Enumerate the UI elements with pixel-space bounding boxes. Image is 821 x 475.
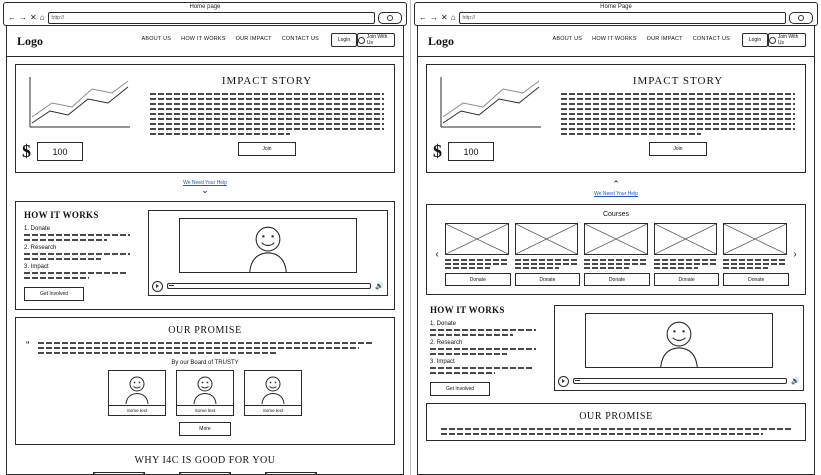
courses-list <box>445 223 787 286</box>
back-arrow-icon[interactable]: ← <box>419 12 427 22</box>
join-with-us-button[interactable]: Join With Us <box>357 33 395 47</box>
page-canvas-left <box>6 26 404 475</box>
how-it-works-title: HOW IT WORKS <box>430 305 505 315</box>
site-header <box>418 26 814 57</box>
volume-icon[interactable]: 🔊 <box>791 377 800 385</box>
course-card[interactable] <box>445 223 509 286</box>
step-2-label: 2. Research <box>24 245 57 251</box>
donation-amount-row <box>433 141 494 162</box>
currency-symbol: $ <box>22 141 31 161</box>
nav-item-our-impact[interactable]: OUR IMPACT <box>646 36 683 42</box>
how-it-works-section <box>426 305 806 396</box>
our-promise-title: OUR PROMISE <box>168 325 242 336</box>
how-it-works-video-column <box>142 210 388 301</box>
quote-mark: “ <box>26 340 30 351</box>
avatar <box>244 370 302 406</box>
hero-title: IMPACT STORY <box>221 75 313 87</box>
board-label: By our Board of TRUSTY <box>171 360 239 366</box>
forward-arrow-icon[interactable]: → <box>19 12 27 22</box>
video-frame <box>585 313 773 368</box>
home-icon[interactable]: ⌂ <box>450 12 456 22</box>
how-it-works-section <box>15 201 395 310</box>
currency-symbol: $ <box>433 141 442 161</box>
browser-toolbar <box>419 12 813 23</box>
logo[interactable]: Logo <box>428 34 455 48</box>
course-donate-button[interactable]: Donate <box>445 273 511 286</box>
address-bar[interactable]: http:// <box>48 12 375 24</box>
carousel-prev-arrow[interactable]: ‹ <box>435 249 439 260</box>
we-need-your-help-link[interactable]: We Need Your Help <box>183 180 227 186</box>
video-frame <box>179 218 357 273</box>
login-button[interactable]: Login <box>742 33 768 47</box>
course-card[interactable] <box>723 223 787 286</box>
how-it-works-steps <box>22 210 142 301</box>
step-3-label: 3. Impact <box>430 359 455 365</box>
nav-item-contact-us[interactable]: CONTACT US <box>692 36 730 42</box>
nav-item-about-us[interactable]: ABOUT US <box>552 36 583 42</box>
hero-left-column <box>22 73 142 162</box>
browser-title: Home Page <box>600 4 632 10</box>
forward-arrow-icon[interactable]: → <box>430 12 438 22</box>
avatar <box>108 370 166 406</box>
video-player[interactable] <box>148 210 388 296</box>
join-with-us-button[interactable]: Join With Us <box>768 33 806 47</box>
more-button[interactable]: More <box>179 422 231 436</box>
avatar-caption: Some text <box>176 406 234 416</box>
our-promise-section <box>426 403 806 441</box>
board-avatars <box>24 370 386 416</box>
video-progress-slider[interactable] <box>167 283 371 289</box>
course-image-placeholder-icon <box>584 223 648 255</box>
how-it-works-title: HOW IT WORKS <box>24 210 99 220</box>
address-bar[interactable]: http:// <box>459 12 786 24</box>
why-section-title: WHY I4C IS GOOD FOR YOU <box>134 455 276 466</box>
play-icon[interactable] <box>152 281 163 292</box>
hero-title: IMPACT STORY <box>632 75 724 87</box>
amount-input[interactable]: 100 <box>37 142 83 161</box>
hero-join-button[interactable]: Join <box>238 142 296 156</box>
promise-quote <box>24 342 386 354</box>
hero-right-column <box>142 73 388 162</box>
we-need-your-help-link[interactable]: We Need Your Help <box>594 191 638 197</box>
nav-item-how-it-works[interactable]: HOW IT WORKS <box>592 36 637 42</box>
get-involved-button[interactable]: Get Involved <box>24 287 84 301</box>
video-controls[interactable] <box>558 376 800 386</box>
hero-paragraph <box>150 93 384 135</box>
courses-section <box>426 204 806 295</box>
browser-chrome-left <box>3 2 407 26</box>
home-icon[interactable]: ⌂ <box>39 12 45 22</box>
hero-right-column <box>553 73 799 162</box>
get-involved-button[interactable]: Get Involved <box>430 382 490 396</box>
avatar-card[interactable] <box>244 370 302 416</box>
browser-title: Home page <box>189 4 221 10</box>
main-nav <box>553 36 730 42</box>
course-image-placeholder-icon <box>515 223 579 255</box>
browser-toolbar <box>8 12 402 23</box>
donation-amount-row <box>22 141 83 162</box>
courses-title: Courses <box>602 211 630 218</box>
course-image-placeholder-icon <box>654 223 718 255</box>
carousel-next-arrow[interactable]: › <box>793 249 797 260</box>
login-button[interactable]: Login <box>331 33 357 47</box>
wireframe-variant-b <box>411 0 821 475</box>
hero-section <box>426 64 806 173</box>
close-icon[interactable]: ✕ <box>441 12 448 22</box>
video-player[interactable] <box>554 305 804 391</box>
course-donate-button[interactable]: Donate <box>515 273 581 286</box>
hero-paragraph <box>561 93 795 135</box>
course-donate-button[interactable]: Donate <box>584 273 650 286</box>
course-image-placeholder-icon <box>445 223 509 255</box>
close-icon[interactable]: ✕ <box>30 12 37 22</box>
hero-left-column <box>433 73 553 162</box>
avatar <box>176 370 234 406</box>
course-card[interactable] <box>584 223 648 286</box>
video-controls[interactable] <box>152 281 384 291</box>
hero-join-button[interactable]: Join <box>649 142 707 156</box>
nav-item-how-it-works[interactable]: HOW IT WORKS <box>181 36 226 42</box>
wireframe-variant-a <box>0 0 410 475</box>
step-1-label: 1. Donate <box>430 321 457 327</box>
how-it-works-video-column <box>548 305 804 396</box>
search-icon[interactable] <box>789 12 813 24</box>
avatar-caption: Some text <box>108 406 166 416</box>
logo[interactable]: Logo <box>17 34 44 48</box>
avatar-caption: Some text <box>244 406 302 416</box>
course-donate-button[interactable]: Donate <box>654 273 720 286</box>
page-canvas-right <box>417 26 815 475</box>
course-card[interactable] <box>515 223 579 286</box>
site-header <box>7 26 403 57</box>
our-promise-section <box>15 317 395 445</box>
nav-item-our-impact[interactable]: OUR IMPACT <box>235 36 272 42</box>
amount-input[interactable]: 100 <box>448 142 494 161</box>
how-it-works-steps <box>428 305 548 396</box>
nav-item-about-us[interactable]: ABOUT US <box>141 36 172 42</box>
main-nav <box>142 36 319 42</box>
chevron-up-icon[interactable]: ⌃ <box>612 179 620 189</box>
hero-section <box>15 64 395 173</box>
step-3-label: 3. Impact <box>24 264 49 270</box>
avatar-card[interactable] <box>108 370 166 416</box>
play-icon[interactable] <box>558 376 569 387</box>
search-icon[interactable] <box>378 12 402 24</box>
browser-chrome-right <box>414 2 818 26</box>
video-progress-slider[interactable] <box>573 378 787 384</box>
nav-item-contact-us[interactable]: CONTACT US <box>281 36 319 42</box>
course-donate-button[interactable]: Donate <box>723 273 789 286</box>
course-image-placeholder-icon <box>723 223 787 255</box>
our-promise-title: OUR PROMISE <box>579 411 653 422</box>
back-arrow-icon[interactable]: ← <box>8 12 16 22</box>
chevron-down-icon[interactable]: ⌄ <box>201 185 209 195</box>
step-2-label: 2. Research <box>430 340 463 346</box>
impact-chart <box>433 73 545 135</box>
avatar-card[interactable] <box>176 370 234 416</box>
impact-chart <box>22 73 134 135</box>
step-1-label: 1. Donate <box>24 226 51 232</box>
volume-icon[interactable]: 🔊 <box>375 282 384 290</box>
course-card[interactable] <box>654 223 718 286</box>
